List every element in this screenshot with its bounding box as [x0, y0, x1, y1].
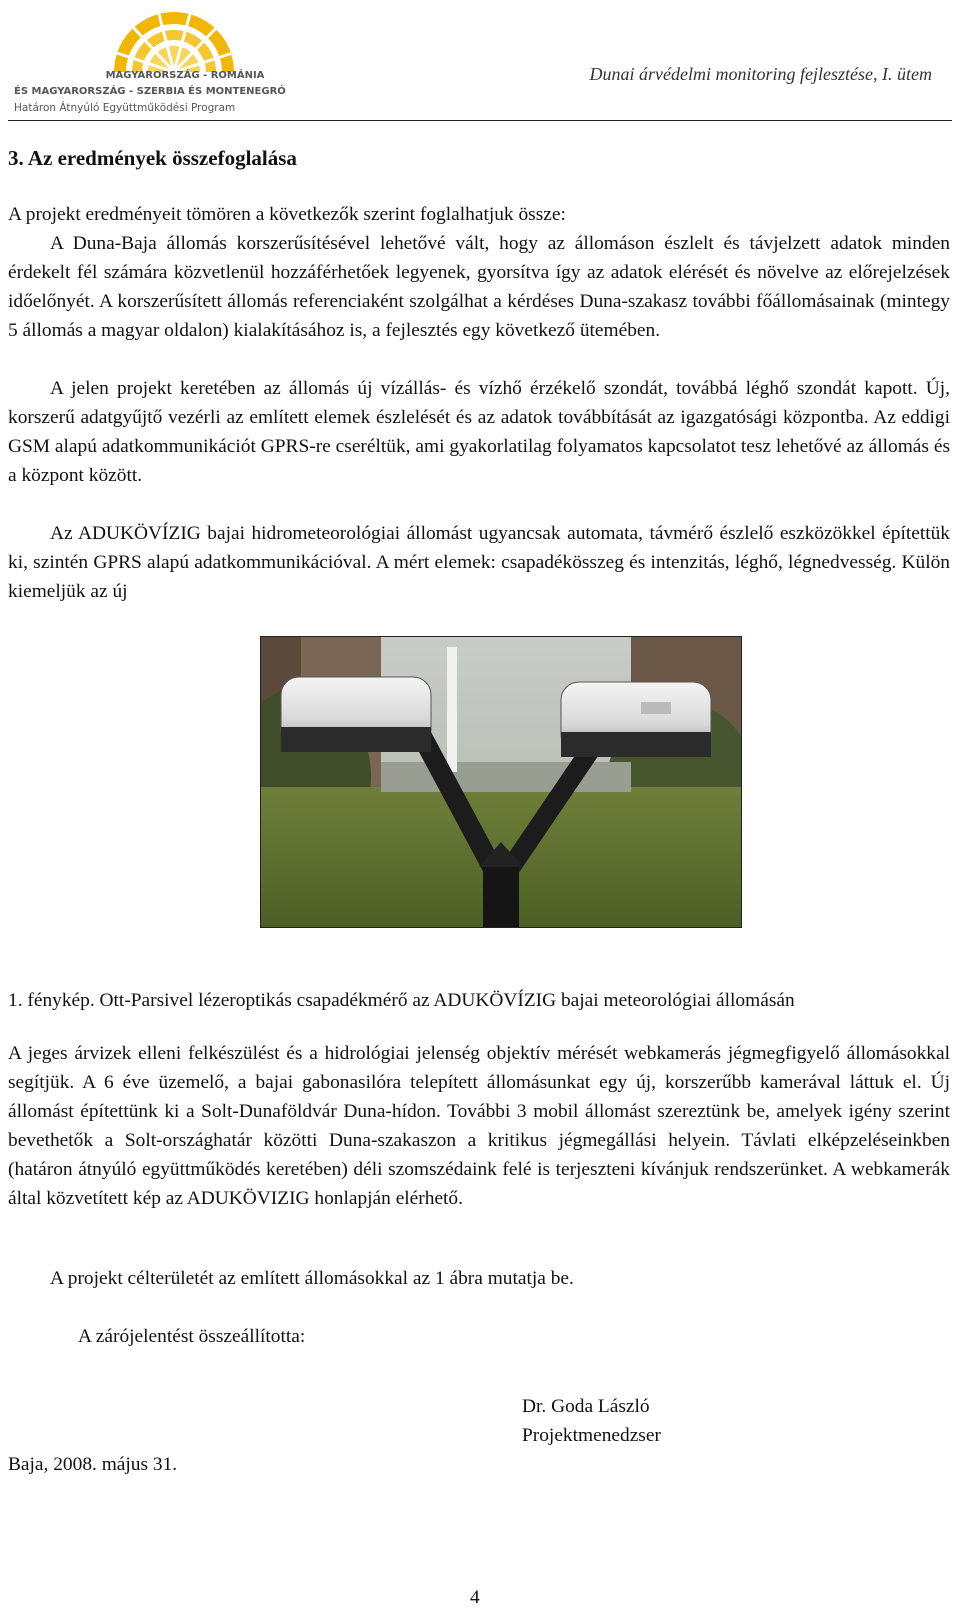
signatory-name: Dr. Goda László [522, 1396, 650, 1417]
signatory-role: Projektmenedzser [522, 1425, 661, 1446]
disdrometer-photo [260, 636, 742, 928]
paragraph-duna-baja: A Duna-Baja állomás korszerűsítésével lehetővé vált, hogy az állomáson észlelt és távjelzett adatok minden érdekelt fél számára közvetlenül hozzáférhetőek legyenek, gyorsítva így az adatok elérését és növelve az előrejelzések időelőnyét. A korszerűsített állomás referenciaként szolgálhat a kérdéses Duna-szakasz további főállomásainak (mintegy 5 állomás a magyar oldalon) kialakításához is, a fejlesztés egy következő ütemében. [8, 233, 950, 341]
paragraph-intro: A projekt eredményeit tömören a következők szerint foglalhatjuk össze: [8, 204, 566, 225]
place-and-date: Baja, 2008. május 31. [8, 1454, 178, 1475]
page-number: 4 [470, 1587, 480, 1608]
paragraph-webcam: A jeges árvizek elleni felkészülést és a hidrológiai jelenség objektív mérését webkamerás jégmegfigyelő állomásokkal segítjük. A 6 éve üzemelő, a bajai gabonasilóra telepített állomásunkat egy új, korszerűbb kamerával láttuk el. Új állomást építettünk ki a Solt-Dunaföldvár Duna-hídon. További 3 mobil állomást szereztünk be, amelyek igény szerint bevethetők a Solt-országhatár közötti Duna-szakaszon a kritikus jégmegállási helyein. Távlati elképzeléseinkben (határon átnyúló együttműködés keretében) déli szomszédaink felé is terjeszteni kívánjuk rendszerünket. A webkamerák által közvetített kép az ADUKÖVIZIG honlapján elérhető. [8, 1043, 950, 1209]
logo-line-2: ÉS MAGYARORSZÁG - SZERBIA ÉS MONTENEGRÓ [14, 86, 286, 97]
document-header-title: Dunai árvédelmi monitoring fejlesztése, I. ütem [589, 64, 932, 84]
logo-line-1: MAGYARORSZÁG - ROMÁNIA [105, 70, 265, 81]
photo-caption: 1. fénykép. Ott-Parsivel lézeroptikás csapadékmérő az ADUKÖVÍZIG bajai meteorológiai állomásán [8, 990, 795, 1011]
paragraph-target-area: A projekt célterületét az említett állomásokkal az 1 ábra mutatja be. [50, 1268, 574, 1289]
logo-line-3: Határon Átnyúló Együttműködési Program [14, 102, 236, 114]
compiled-by-label: A zárójelentést összeállította: [78, 1326, 306, 1347]
header-divider [8, 120, 952, 121]
section-heading: 3. Az eredmények összefoglalása [8, 146, 297, 170]
program-logo [14, 12, 314, 120]
paragraph-station-upgrade: A jelen projekt keretében az állomás új vízállás- és vízhő érzékelő szondát, továbbá léghő szondát kapott. Új, korszerű adatgyűjtő vezérli az említett elemek észlelését és az adatok továbbítását az igazgatósági központba. Az eddigi GSM alapú adatkommunikációt GPRS-re cseréltük, ami gyakorlatilag folyamatos kapcsolatot tesz lehetővé az állomás és a központ között. [8, 378, 950, 486]
disdrometer-image-icon [261, 637, 741, 927]
paragraph-hydromet-station: Az ADUKÖVÍZIG bajai hidrometeorológiai állomást ugyancsak automata, távmérő észlelő eszközökkel építettük ki, szintén GPRS alapú adatkommunikációval. A mért elemek: csapadékösszeg és intenzitás, léghő, légnedvesség. Külön kiemeljük az új [8, 523, 950, 602]
